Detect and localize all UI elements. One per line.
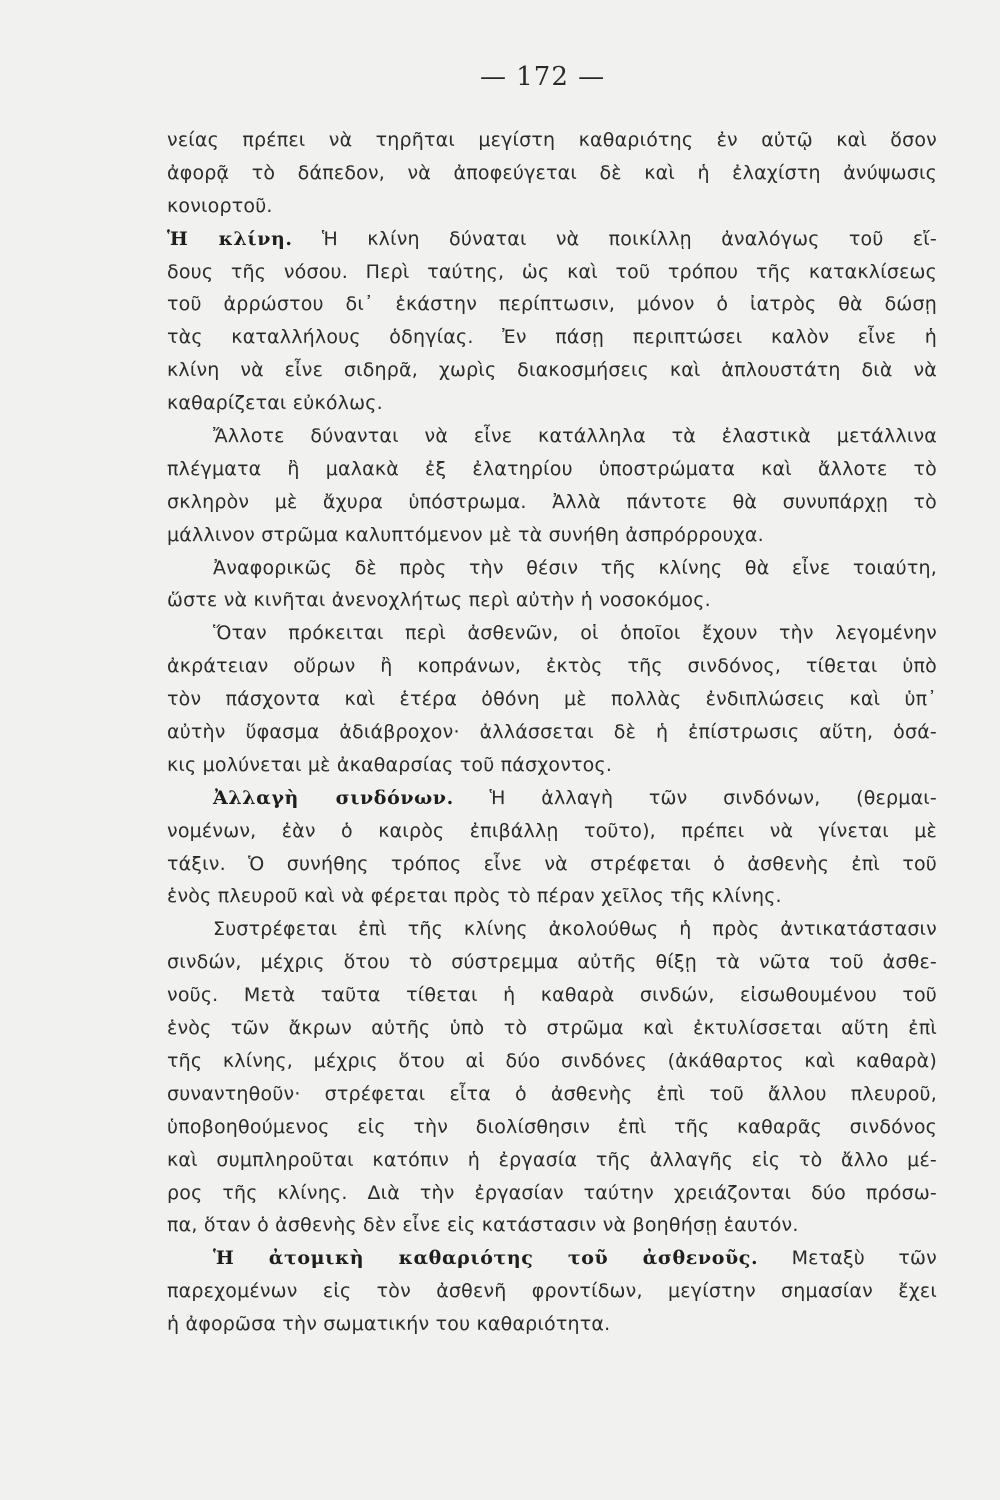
text-line — [167, 946, 937, 979]
line-text: καὶ συμπληροῦται κατόπιν ἡ ἐργασία τῆς ἀλλαγῆς εἰς τὸ ἄλλο μέ- — [167, 1148, 937, 1171]
line-text: ἑνὸς τῶν ἄκρων αὐτῆς ὑπὸ τὸ στρῶμα καὶ ἐκτυλίσσεται αὕτη ἐπὶ — [167, 1017, 937, 1040]
text-line — [167, 617, 937, 650]
line-text: Μεταξὺ τῶν — [758, 1247, 937, 1270]
text-line — [167, 190, 937, 223]
text-line — [167, 288, 937, 321]
text-line — [167, 157, 937, 190]
line-text: νομένων, ἐὰν ὁ καιρὸς ἐπιβάλλῃ τοῦτο), πρέπει νὰ γίνεται μὲ — [167, 819, 937, 842]
text-line — [167, 1177, 937, 1210]
text-line — [167, 354, 937, 387]
text-line — [167, 880, 937, 913]
text-line — [167, 420, 937, 453]
text-line — [167, 716, 937, 749]
line-text: αὐτὴν ὕφασμα ἀδιάβροχον· ἀλλάσσεται δὲ ἡ ἐπίστρωσις αὕτη, ὁσά- — [167, 721, 937, 744]
text-line — [167, 1275, 937, 1308]
line-text: νοῦς. Μετὰ ταῦτα τίθεται ἡ καθαρὰ σινδών, εἰσωθουμένου τοῦ — [167, 984, 937, 1007]
line-text: συναντηθοῦν· στρέφεται εἶτα ὁ ἀσθενὴς ἐπὶ τοῦ ἄλλου πλευροῦ, — [167, 1082, 937, 1105]
text-line — [167, 1144, 937, 1177]
line-text: νείας πρέπει νὰ τηρῆται μεγίστη καθαριότης ἐν αὐτῷ καὶ ὅσον — [167, 129, 937, 151]
text-line — [167, 1242, 937, 1275]
line-text: Ἡ κλίνη δύναται νὰ ποικίλλῃ ἀναλόγως τοῦ εἴ- — [292, 227, 937, 250]
section-heading: Ἡ ἀτομικὴ καθαριότης τοῦ ἀσθενοῦς. — [213, 1247, 759, 1270]
text-line — [167, 1078, 937, 1111]
text-line — [167, 650, 937, 683]
line-text: κονιορτοῦ. — [167, 194, 273, 217]
text-line — [167, 256, 937, 289]
text-line — [167, 321, 937, 354]
text-line — [167, 683, 937, 716]
text-line — [167, 749, 937, 782]
text-line — [167, 1012, 937, 1045]
line-text: ὥστε νὰ κινῆται ἀνενοχλήτως περὶ αὐτὴν ἡ νοσοκόμος. — [167, 589, 711, 612]
text-line — [167, 552, 937, 585]
line-text: Ὅταν πρόκειται περὶ ἀσθενῶν, οἱ ὁποῖοι ἔχουν τὴν λεγομένην — [213, 622, 937, 645]
line-text: ἡ ἀφορῶσα τὴν σωματικήν του καθαριότητα. — [167, 1313, 611, 1336]
line-text: σινδών, μέχρις ὅτου τὸ σύστρεμμα αὐτῆς θίξῃ τὰ νῶτα τοῦ ἀσθε- — [167, 951, 937, 974]
section-heading: Ἡ κλίνη. — [167, 227, 293, 250]
text-line — [167, 815, 937, 848]
line-text: Συστρέφεται ἐπὶ τῆς κλίνης ἀκολούθως ἡ πρὸς ἀντικατάστασιν — [213, 918, 937, 941]
line-text: Ἀναφορικῶς δὲ πρὸς τὴν θέσιν τῆς κλίνης θὰ εἶνε τοιαύτη, — [213, 556, 937, 579]
text-line — [167, 848, 937, 881]
line-text: Ἄλλοτε δύνανται νὰ εἶνε κατάλληλα τὰ ἐλαστικὰ μετάλλινα — [213, 425, 937, 448]
line-text: Ἡ ἀλλαγὴ τῶν σινδόνων, (θερμαι- — [453, 786, 937, 809]
page-number: — 172 — — [480, 62, 606, 92]
text-line — [167, 1111, 937, 1144]
text-line — [167, 979, 937, 1012]
text-line — [167, 124, 937, 157]
line-text: τῆς κλίνης, μέχρις ὅτου αἱ δύο σινδόνες (ἀκάθαρτος καὶ καθαρὰ) — [167, 1049, 937, 1072]
text-line — [167, 1209, 937, 1242]
line-text: ἀφορᾷ τὸ δάπεδον, νὰ ἀποφεύγεται δὲ καὶ ἡ ἐλαχίστη ἀνύψωσις — [167, 161, 937, 184]
line-text: τάξιν. Ὁ συνήθης τρόπος εἶνε νὰ στρέφεται ὁ ἀσθενὴς ἐπὶ τοῦ — [167, 852, 937, 875]
line-text: ρος τῆς κλίνης. Διὰ τὴν ἐργασίαν ταύτην χρειάζονται δύο πρόσω- — [167, 1181, 937, 1204]
text-line — [167, 1045, 937, 1078]
body-text — [167, 124, 937, 1341]
text-line — [167, 223, 937, 256]
text-line — [167, 1308, 937, 1341]
line-text: ὑποβοηθούμενος εἰς τὴν διολίσθησιν ἐπὶ τῆς καθαρᾶς σινδόνος — [167, 1115, 937, 1138]
section-heading: Ἀλλαγὴ σινδόνων. — [213, 786, 454, 809]
line-text: ἀκράτειαν οὔρων ἢ κοπράνων, ἐκτὸς τῆς σινδόνος, τίθεται ὑπὸ — [167, 655, 937, 678]
line-text: σκληρὸν μὲ ἄχυρα ὑπόστρωμα. Ἀλλὰ πάντοτε θὰ συνυπάρχῃ τὸ — [167, 490, 937, 513]
line-text: τοῦ ἀρρώστου δι᾽ ἑκάστην περίπτωσιν, μόνον ὁ ἰατρὸς θὰ δώσῃ — [167, 293, 937, 316]
text-line — [167, 519, 937, 552]
line-text: κις μολύνεται μὲ ἀκαθαρσίας τοῦ πάσχοντος. — [167, 753, 613, 776]
line-text: παρεχομένων εἰς τὸν ἀσθενῆ φροντίδων, μεγίστην σημασίαν ἔχει — [167, 1280, 937, 1303]
line-text: καθαρίζεται εὐκόλως. — [167, 392, 383, 415]
line-text: κλίνη νὰ εἶνε σιδηρᾶ, χωρὶς διακοσμήσεις καὶ ἁπλουστάτη διὰ νὰ — [167, 359, 937, 382]
text-line — [167, 453, 937, 486]
text-line — [167, 913, 937, 946]
line-text: τὸν πάσχοντα καὶ ἑτέρα ὀθόνη μὲ πολλὰς ἐνδιπλώσεις καὶ ὑπ᾽ — [167, 688, 937, 711]
line-text: πλέγματα ἢ μαλακὰ ἐξ ἐλατηρίου ὑποστρώματα καὶ ἄλλοτε τὸ — [167, 457, 937, 480]
line-text: ἑνὸς πλευροῦ καὶ νὰ φέρεται πρὸς τὸ πέραν χεῖλος τῆς κλίνης. — [167, 885, 782, 908]
line-text: μάλλινον στρῶμα καλυπτόμενον μὲ τὰ συνήθη ἀσπρόρρουχα. — [167, 523, 764, 546]
text-line — [167, 584, 937, 617]
text-line — [167, 486, 937, 519]
line-text: πα, ὅταν ὁ ἀσθενὴς δὲν εἶνε εἰς κατάστασιν νὰ βοηθήσῃ ἑαυτόν. — [167, 1214, 799, 1237]
line-text: δους τῆς νόσου. Περὶ ταύτης, ὡς καὶ τοῦ τρόπου τῆς κατακλίσεως — [167, 260, 937, 283]
line-text: τὰς καταλλήλους ὁδηγίας. Ἐν πάσῃ περιπτώσει καλὸν εἶνε ἡ — [167, 326, 937, 349]
text-line — [167, 387, 937, 420]
text-line — [167, 782, 937, 815]
